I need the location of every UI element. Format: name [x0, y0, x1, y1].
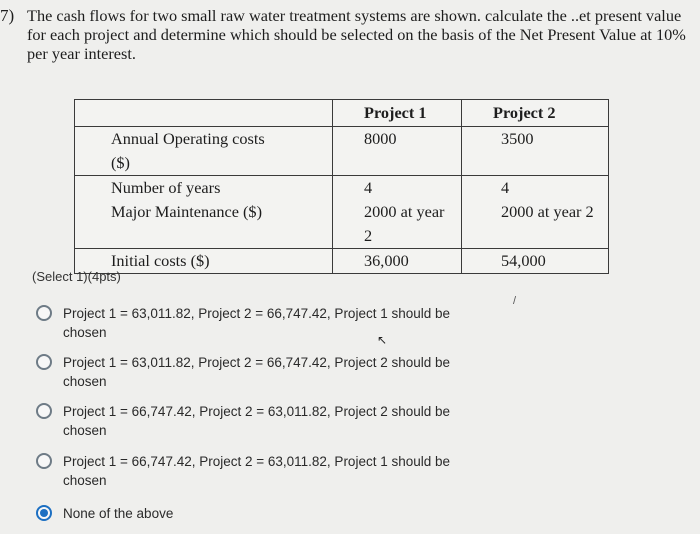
table-header-blank	[75, 100, 333, 127]
project-2-value: 4	[501, 178, 510, 197]
option-label[interactable]: Project 1 = 66,747.42, Project 2 = 63,011.82, Project 1 should be chosen	[63, 454, 451, 488]
table-row-operating-costs	[75, 127, 609, 176]
select-instruction: (Select 1)(4pts)	[32, 269, 121, 284]
project-1-value: 2000 at year	[364, 202, 445, 221]
option-label[interactable]: Project 1 = 63,011.82, Project 2 = 66,747.42, Project 2 should be chosen	[63, 355, 451, 389]
question-number: 7)	[0, 6, 15, 25]
project-1-value: 8000	[364, 129, 397, 148]
table-header-project-2: Project 2	[462, 100, 609, 127]
option-label[interactable]: Project 1 = 66,747.42, Project 2 = 63,011.82, Project 2 should be chosen	[63, 404, 451, 438]
project-1-cell	[333, 176, 462, 249]
radio-button-selected[interactable]	[36, 505, 52, 521]
cash-flow-table	[74, 99, 609, 274]
project-2-value: 54,000	[501, 251, 546, 270]
radio-button[interactable]	[36, 453, 52, 469]
project-1-cell	[333, 127, 462, 176]
project-2-value: 2000 at year 2	[501, 202, 594, 221]
table-row-initial-costs	[75, 249, 609, 274]
row-label: Initial costs ($)	[111, 251, 210, 270]
table-header-row	[75, 100, 609, 127]
project-2-cell	[462, 249, 609, 274]
project-1-value: 36,000	[364, 251, 409, 270]
project-2-cell	[462, 127, 609, 176]
table-row-years-maintenance	[75, 176, 609, 249]
option-label[interactable]: None of the above	[63, 506, 174, 521]
row-label-cell	[75, 127, 333, 176]
table-header-project-1: Project 1	[333, 100, 462, 127]
project-1-cell	[333, 249, 462, 274]
project-2-value: 3500	[501, 129, 534, 148]
row-label: ($)	[111, 153, 130, 172]
row-label	[111, 224, 332, 248]
option-label[interactable]: Project 1 = 63,011.82, Project 2 = 66,747.42, Project 1 should be chosen	[63, 306, 451, 340]
question-text: The cash flows for two small raw water treatment systems are shown. calculate the ..et present value for each project and determine which should be selected on the basis of the Net Present Value at 10% per year interest.	[27, 6, 686, 63]
project-2-value	[501, 224, 608, 248]
row-label-cell	[75, 176, 333, 249]
row-label: Annual Operating costs	[111, 129, 265, 148]
radio-button[interactable]	[36, 354, 52, 370]
row-label: Number of years	[111, 178, 221, 197]
radio-button[interactable]	[36, 305, 52, 321]
radio-button[interactable]	[36, 403, 52, 419]
row-label: Major Maintenance ($)	[111, 202, 262, 221]
project-1-value: 2	[364, 226, 373, 245]
project-2-cell	[462, 176, 609, 249]
mouse-cursor-icon: ↖	[377, 333, 388, 347]
project-1-value: 4	[364, 178, 373, 197]
stray-mark-icon: /	[513, 295, 517, 307]
